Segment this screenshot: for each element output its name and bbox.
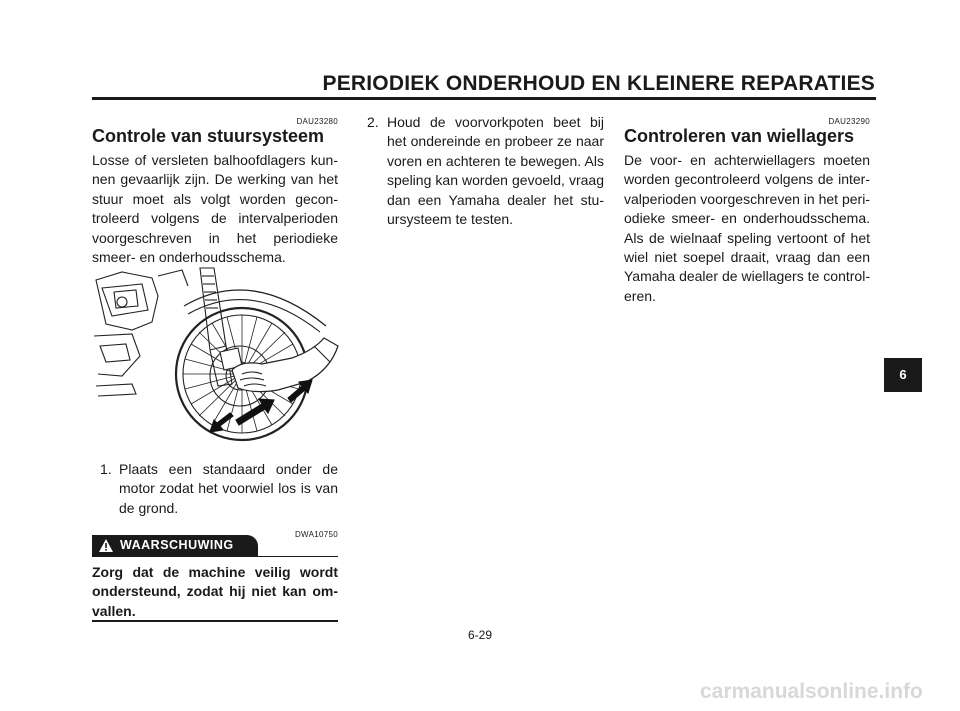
section-title-wheel-bearings: Controleren van wiellagers xyxy=(624,126,855,146)
header-rule xyxy=(92,97,876,100)
watermark xyxy=(700,676,950,711)
step-text: Houd de voorvorkpoten beet bij het ondereinde en probeer ze naar voren en achteren te bewegen. Als speling kan worden gevoeld, vraag dan een Yamaha dealer het stu- ursysteem te testen. xyxy=(387,114,604,228)
warning-code: DWA10750 xyxy=(294,530,338,539)
warning-label: WAARSCHUWING xyxy=(120,538,234,552)
step-1 xyxy=(100,460,338,518)
step-2 xyxy=(367,113,604,229)
steering-check-illustration xyxy=(92,266,340,444)
warning-text: Zorg dat de machine veilig wordt ondersteund, zodat hij niet kan om- vallen. xyxy=(92,564,338,619)
steering-intro-text: Losse of versleten balhoofdlagers kun- nen gevaarlijk zijn. De werking van het stuur moet als volgt worden gecon- troleerd volgens de intervalperioden voorgeschreven in het periodieke smeer- en onderhoudsschema. xyxy=(92,152,338,266)
step-number: 1. xyxy=(100,461,112,477)
page-number: 6-29 xyxy=(467,628,493,642)
wheel-bearings-text: De voor- en achterwiellagers moeten worden gecontroleerd volgens de inter- valperioden voorgeschreven in het peri- odieke smeer- en onderhoudsschema. Als de wielnaaf speling vertoont of het wiel niet soepel draait, vraag dan een Yamaha dealer de wiellagers te control- eren. xyxy=(624,152,870,304)
warning-triangle-icon xyxy=(98,538,114,553)
page-header-title: PERIODIEK ONDERHOUD EN KLEINERE REPARATIES xyxy=(322,72,875,95)
section-code: DAU23290 xyxy=(828,117,870,126)
section-tab: 6 xyxy=(884,358,922,392)
step-text: Plaats een standaard onder de motor zodat het voorwiel los is van de grond. xyxy=(119,461,338,516)
watermark-text: carmanualsonline.info xyxy=(700,680,923,703)
warning-badge xyxy=(92,535,258,557)
warning-bottom-rule xyxy=(92,620,338,622)
warning-rule xyxy=(258,556,338,557)
section-code: DAU23280 xyxy=(296,117,338,126)
step-number: 2. xyxy=(367,114,379,130)
section-title-steering: Controle van stuursysteem xyxy=(92,126,325,146)
